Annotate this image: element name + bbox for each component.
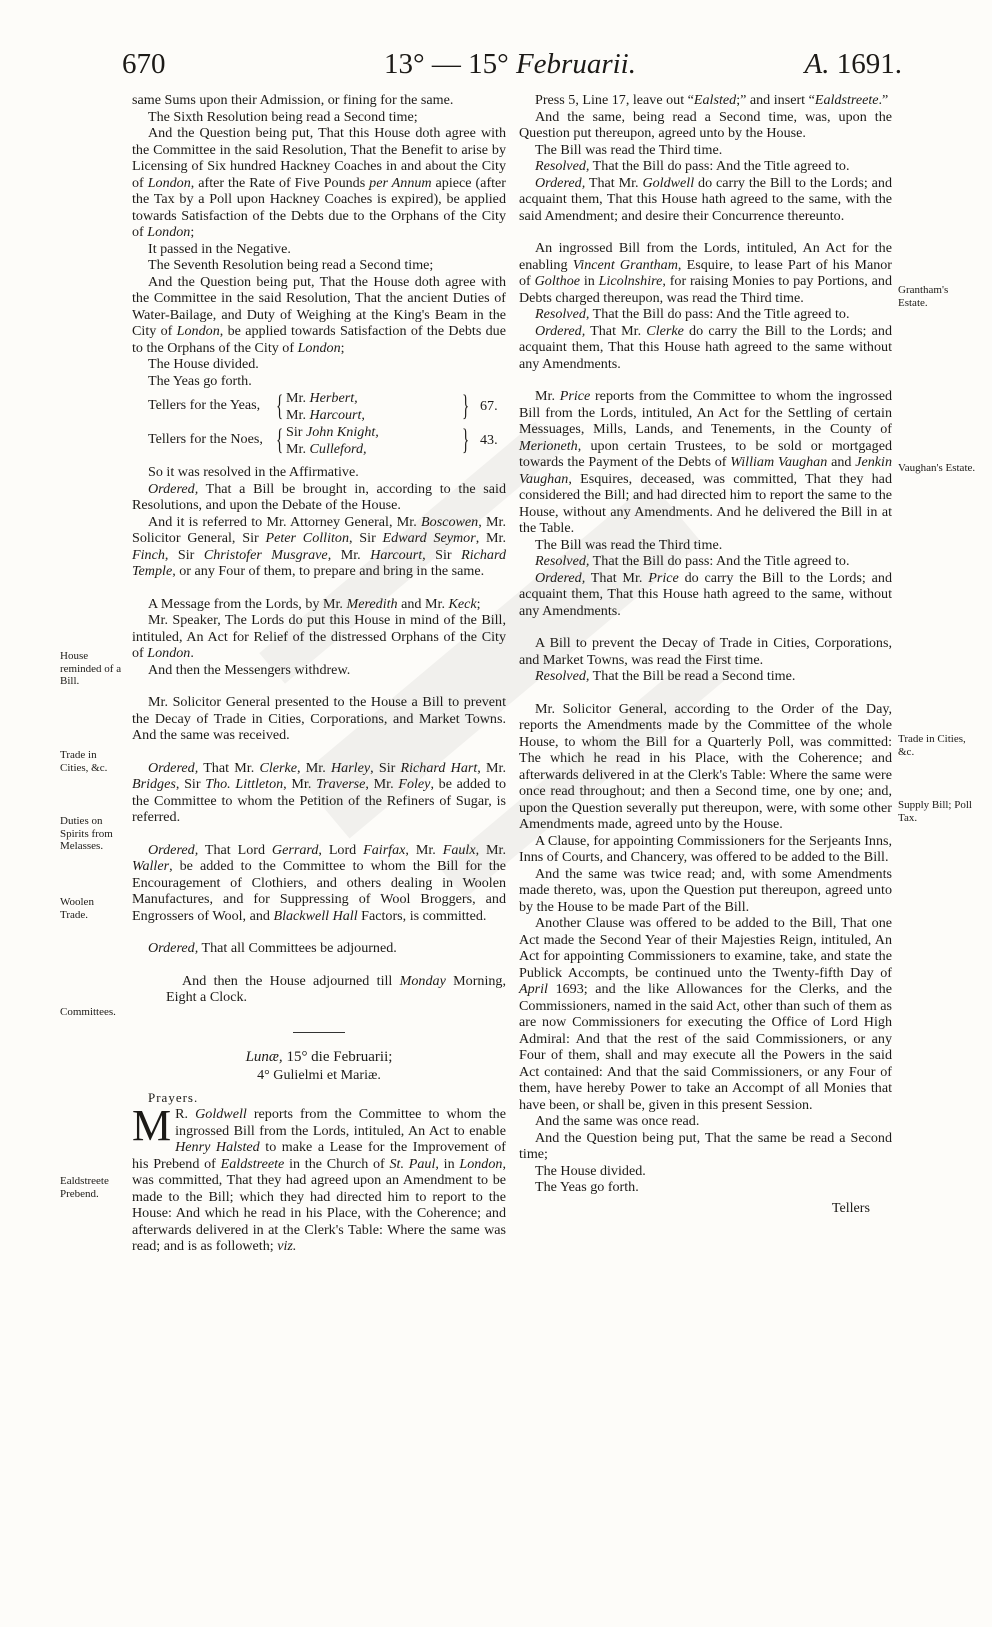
paragraph: Ordered, That all Committees be adjourned. xyxy=(148,940,397,956)
page-number: 670 xyxy=(122,48,166,80)
left-brace-icon: { xyxy=(276,423,284,456)
paragraph: And it is referred to Mr. Attorney General, Mr. Boscowen, Mr. Solicitor General, Sir Peter Colliton, Sir Edward Seymor, Mr. Finch, Sir Christofer Musgrave, Mr. Harcourt, Sir Richard Temple, or any Four of them, to prepare and bring in the same. xyxy=(132,513,506,579)
paragraph: M R. Goldwell reports from the Committee to whom the ingrossed Bill from the Lords, intituled, An Act to enable Henry Halsted to make a Lease for the Improvement of his Prebend of Ealdstreete in the Church of St. Paul, in London, was committed, That they had agreed upon an Amendment to be made to the Bill; which they had directed him to report to the House: And which he read in his Place, with the Coherence; and afterwards delivered in at the Clerk's Table: Where the same was read; and is as followeth; viz. xyxy=(132,1101,506,1254)
header-year: A. 1691. xyxy=(804,48,902,80)
margin-note: Woolen Trade. xyxy=(60,896,94,921)
paragraph: The House divided. xyxy=(535,1162,646,1179)
tellers-noes: Tellers for the Noes, { Sir John Knight, Mr. Culleford, } 43. xyxy=(148,424,506,464)
paragraph: Mr. Speaker, The Lords do put this House in mind of the Bill, intituled, An Act for Relief of the distressed Orphans of the City of London. xyxy=(132,612,506,661)
header-date: 13° — 15° Februarii. xyxy=(384,48,636,80)
paragraph: The Bill was read the Third time. xyxy=(535,141,723,158)
paragraph: Resolved, That the Bill do pass: And the Title agreed to. xyxy=(535,158,850,174)
paragraph: And the Question being put, That the same be read a Second time; xyxy=(519,1129,892,1162)
paragraph: Ordered, That Mr. Clerke do carry the Bill to the Lords; and acquaint them, That this House hath agreed to the same without any Amendments. xyxy=(519,322,892,372)
paragraph: Ordered, That a Bill be brought in, according to the said Resolutions, and upon the Debate of the House. xyxy=(132,480,506,513)
paragraph: The House divided. xyxy=(148,356,259,372)
paragraph: Press 5, Line 17, leave out “Ealsted;” and insert “Ealdstreete.” xyxy=(535,92,889,108)
margin-note: Trade in Cities, &c. xyxy=(60,749,108,774)
paragraph: The Seventh Resolution being read a Second time; xyxy=(148,257,434,273)
paragraph: And then the Messengers withdrew. xyxy=(148,661,351,678)
paragraph: And the same was once read. xyxy=(535,1113,700,1129)
paragraph: Ordered, That Lord Gerrard, Lord Fairfax, Mr. Faulx, Mr. Waller, be added to the Committee to whom the Bill for the Encouragement of Clothiers, and others dealing in Woolen Manufactures, and for Suppressing of Wool Broggers, and Engrossers of Wool, and Blackwell Hall Factors, is committed. xyxy=(132,841,506,924)
margin-note: Grantham's Estate. xyxy=(898,284,949,309)
vote-count: 43. xyxy=(480,432,498,448)
page-header xyxy=(122,48,902,98)
paragraph: Ordered, That Mr. Clerke, Mr. Harley, Sir Richard Hart, Mr. Bridges, Sir Tho. Littleton, Mr. Traverse, Mr. Foley, be added to the Committee to whom the Petition of the Refiners of Sugar, is referred. xyxy=(132,759,507,825)
paragraph: Another Clause was offered to be added to the Bill, That one Act made the Second Year of their Majesties Reign, intituled, An Act for appointing Commissioners to examine, take, and state the Publick Accompts, be continued unto the Twenty-fifth Day of April 1693; and the like Allowances for the Clerks, and the Commissioners, named in the said Act, other than such of them as are now Commissioners for executing the Office of Lord High Admiral: And that the rest of the said Commissioners, or any Four of them, shall and may execute all the Powers in the said Act contained: And that the said Commissioners, or any Four of them, have hereby Power to take an Accompt of all Monies that have been, or shall be, given in this present Session. xyxy=(519,915,892,1113)
paragraph: Mr. Price reports from the Committee to whom the ingrossed Bill from the Lords, intituled, An Act for the Settling of certain Messuages, Mills, Lands, and Tenements, in the County of Merioneth, upon certain Trustees, to be sold or mortgaged towards the Payment of the Debts of William Vaughan and Jenkin Vaughan, Esquires, deceased, was committed, That they had considered the Bill; and had directed him to report the same to the House, without any Amendments. And he delivered the Bill in at the Table. xyxy=(519,388,892,536)
margin-note: Trade in Cities, &c. xyxy=(898,733,966,758)
paragraph: Mr. Solicitor General presented to the House a Bill to prevent the Decay of Trade in Cities, Corporations, and Market Towns. And the same was received. xyxy=(132,694,506,743)
margin-note: Ealdstreete Prebend. xyxy=(60,1175,109,1200)
paragraph: A Clause, for appointing Commissioners for the Serjeants Inns, Inns of Courts, and Chancery, was offered to be added to the Bill. xyxy=(519,832,892,865)
paragraph: The Yeas go forth. xyxy=(535,1179,639,1195)
paragraph: The Sixth Resolution being read a Second time; xyxy=(148,108,418,125)
paragraph: Resolved, That the Bill be read a Second time. xyxy=(535,668,796,684)
adjournment: And then the House adjourned till Monday Morning, Eight a Clock. xyxy=(166,972,506,1005)
paragraph: Ordered, That Mr. Goldwell do carry the Bill to the Lords; and acquaint them, That this House hath agreed to the same, with the said Amendment; and desire their Concurrence thereunto. xyxy=(519,174,892,224)
drop-cap: M xyxy=(132,1101,172,1150)
divider xyxy=(293,1032,345,1033)
day-heading: Lunæ, 15° die Februarii; xyxy=(245,1048,393,1065)
paragraph: And the same was twice read; and, with some Amendments made thereto, was, upon the Question put thereupon, agreed unto by the House to be made Part of the Bill. xyxy=(519,865,892,915)
paragraph: same Sums upon their Admission, or fining for the same. xyxy=(132,92,454,108)
paragraph: A Message from the Lords, by Mr. Meredith and Mr. Keck; xyxy=(148,595,481,612)
margin-note: House reminded of a Bill. xyxy=(60,650,122,687)
paragraph: Ordered, That Mr. Price do carry the Bill to the Lords; and acquaint them, That this House hath agreed to the same, without any Amendments. xyxy=(519,569,892,619)
paragraph: And the Question being put, That the House doth agree with the Committee in the said Resolution, That the ancient Duties of Water-Bailage, and Duty of Weighing at the King's Beam in the City of London, be applied towards Satisfaction of the Debts due to the Orphans of the City of London; xyxy=(132,273,506,356)
paragraph: Mr. Solicitor General, according to the Order of the Day, reports the Amendments made by the Committee of the whole House, to whom the Bill for a Quarterly Poll, was committed: The which he read in his Place, with the Coherence; and afterwards delivered in at the Clerk's Table: Where the same were once read throughout; and then a Second time, one by one; and, upon the Question severally put thereupon, were, with some other Amendments made, agreed unto by the House. xyxy=(519,700,892,832)
catchword: Tellers xyxy=(831,1199,870,1216)
regnal-year: 4° Gulielmi et Mariæ. xyxy=(257,1067,381,1083)
paragraph: The Bill was read the Third time. xyxy=(535,536,723,553)
paragraph: So it was resolved in the Affirmative. xyxy=(148,464,359,480)
paragraph: An ingrossed Bill from the Lords, intituled, An Act for the enabling Vincent Grantham, Esquire, to lease Part of his Manor of Golthoe in Licolnshire, for raising Monies to pay Portions, and Debts charged thereupon, was read the Third time. xyxy=(519,240,893,306)
paragraph: And the same, being read a Second time, was, upon the Question put thereupon, agreed unto by the House. xyxy=(519,108,892,141)
paragraph: And the Question being put, That this House doth agree with the Committee in the said Resolution, That the Benefit to arise by Licensing of Six hundred Hackney Coaches in and about the City of London, after the Rate of Five Pounds per Annum apiece (after the Tax by a Poll upon Hackney Coaches is expired), be applied towards Satisfaction of the Debts due to the Orphans of the City of London; xyxy=(132,125,506,240)
paragraph: The Yeas go forth. xyxy=(148,372,252,389)
margin-note: Vaughan's Estate. xyxy=(898,462,976,474)
right-column xyxy=(519,92,892,1216)
margin-note: Committees. xyxy=(60,1006,116,1018)
vote-count: 67. xyxy=(480,398,498,414)
left-brace-icon: { xyxy=(276,389,284,422)
paragraph: Resolved, That the Bill do pass: And the Title agreed to. xyxy=(535,306,850,322)
tellers-yeas: Tellers for the Yeas, { Mr. Herbert, Mr. Harcourt, } 67. xyxy=(148,390,506,430)
prayers-heading: Prayers. xyxy=(148,1089,199,1105)
margin-note: Duties on Spirits from Melasses. xyxy=(60,815,113,852)
paragraph: A Bill to prevent the Decay of Trade in Cities, Corporations, and Market Towns, was read the First time. xyxy=(519,635,892,668)
right-brace-icon: } xyxy=(462,423,470,456)
right-brace-icon: } xyxy=(462,389,470,422)
paragraph: Resolved, That the Bill do pass: And the Title agreed to. xyxy=(535,553,850,569)
margin-note: Supply Bill; Poll Tax. xyxy=(898,799,972,824)
left-column xyxy=(132,92,506,1255)
paragraph: It passed in the Negative. xyxy=(148,240,291,257)
